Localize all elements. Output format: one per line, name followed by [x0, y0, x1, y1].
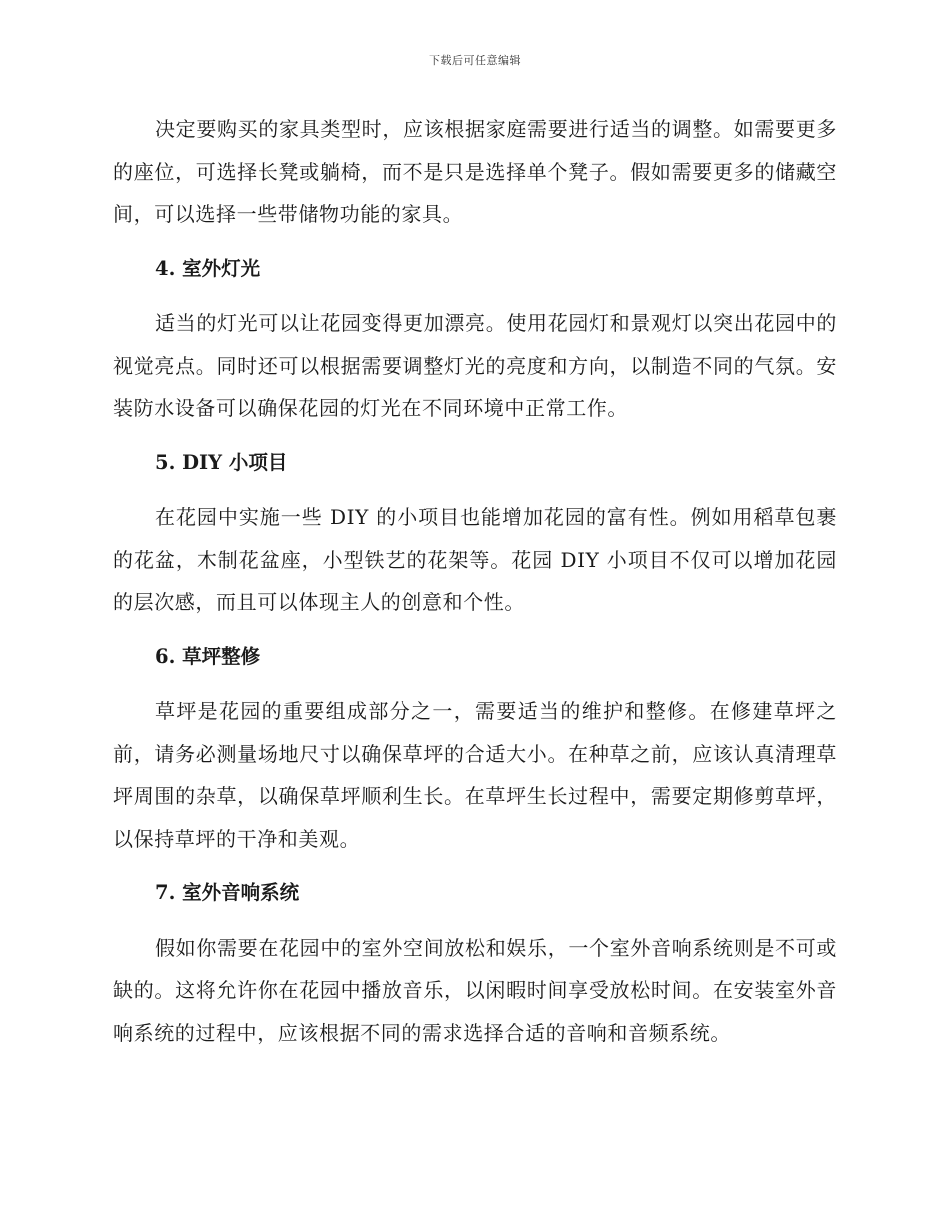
section-paragraph-outdoor-audio: 假如你需要在花园中的室外空间放松和娱乐，一个室外音响系统则是不可或缺的。这将允许你在花园中播放音乐，以闲暇时间享受放松时间。在安装室外音响系统的过程中，应该根据不同的需求选择合适的音响和音频系统。: [113, 935, 837, 1045]
section-paragraph-diy-projects: 在花园中实施一些 DIY 的小项目也能增加花园的富有性。例如用稻草包裹的花盆，木制花盆座，小型铁艺的花架等。花园 DIY 小项目不仅可以增加花园的层次感，而且可以体现主人的创意和个性。: [113, 505, 837, 614]
section-heading-outdoor-lighting: 4. 室外灯光: [155, 256, 261, 280]
section-heading-diy-projects: 5. DIY 小项目: [155, 450, 288, 474]
page-header: 下载后可任意编辑: [429, 54, 521, 67]
section-heading-lawn-care: 6. 草坪整修: [155, 644, 261, 668]
section-paragraph-outdoor-lighting: 适当的灯光可以让花园变得更加漂亮。使用花园灯和景观灯以突出花园中的视觉亮点。同时还可以根据需要调整灯光的亮度和方向，以制造不同的气氛。安装防水设备可以确保花园的灯光在不同环境中正常工作。: [113, 311, 837, 420]
section-paragraph-lawn-care: 草坪是花园的重要组成部分之一，需要适当的维护和整修。在修建草坪之前，请务必测量场地尺寸以确保草坪的合适大小。在种草之前，应该认真清理草坪周围的杂草，以确保草坪顺利生长。在草坪生长过程中，需要定期修剪草坪，以保持草坪的干净和美观。: [113, 699, 837, 851]
intro-paragraph: 决定要购买的家具类型时，应该根据家庭需要进行适当的调整。如需要更多的座位，可选择长凳或躺椅，而不是只是选择单个凳子。假如需要更多的储藏空间，可以选择一些带储物功能的家具。: [113, 117, 837, 226]
document-body: [113, 108, 837, 1054]
section-heading-outdoor-audio: 7. 室外音响系统: [155, 881, 300, 904]
